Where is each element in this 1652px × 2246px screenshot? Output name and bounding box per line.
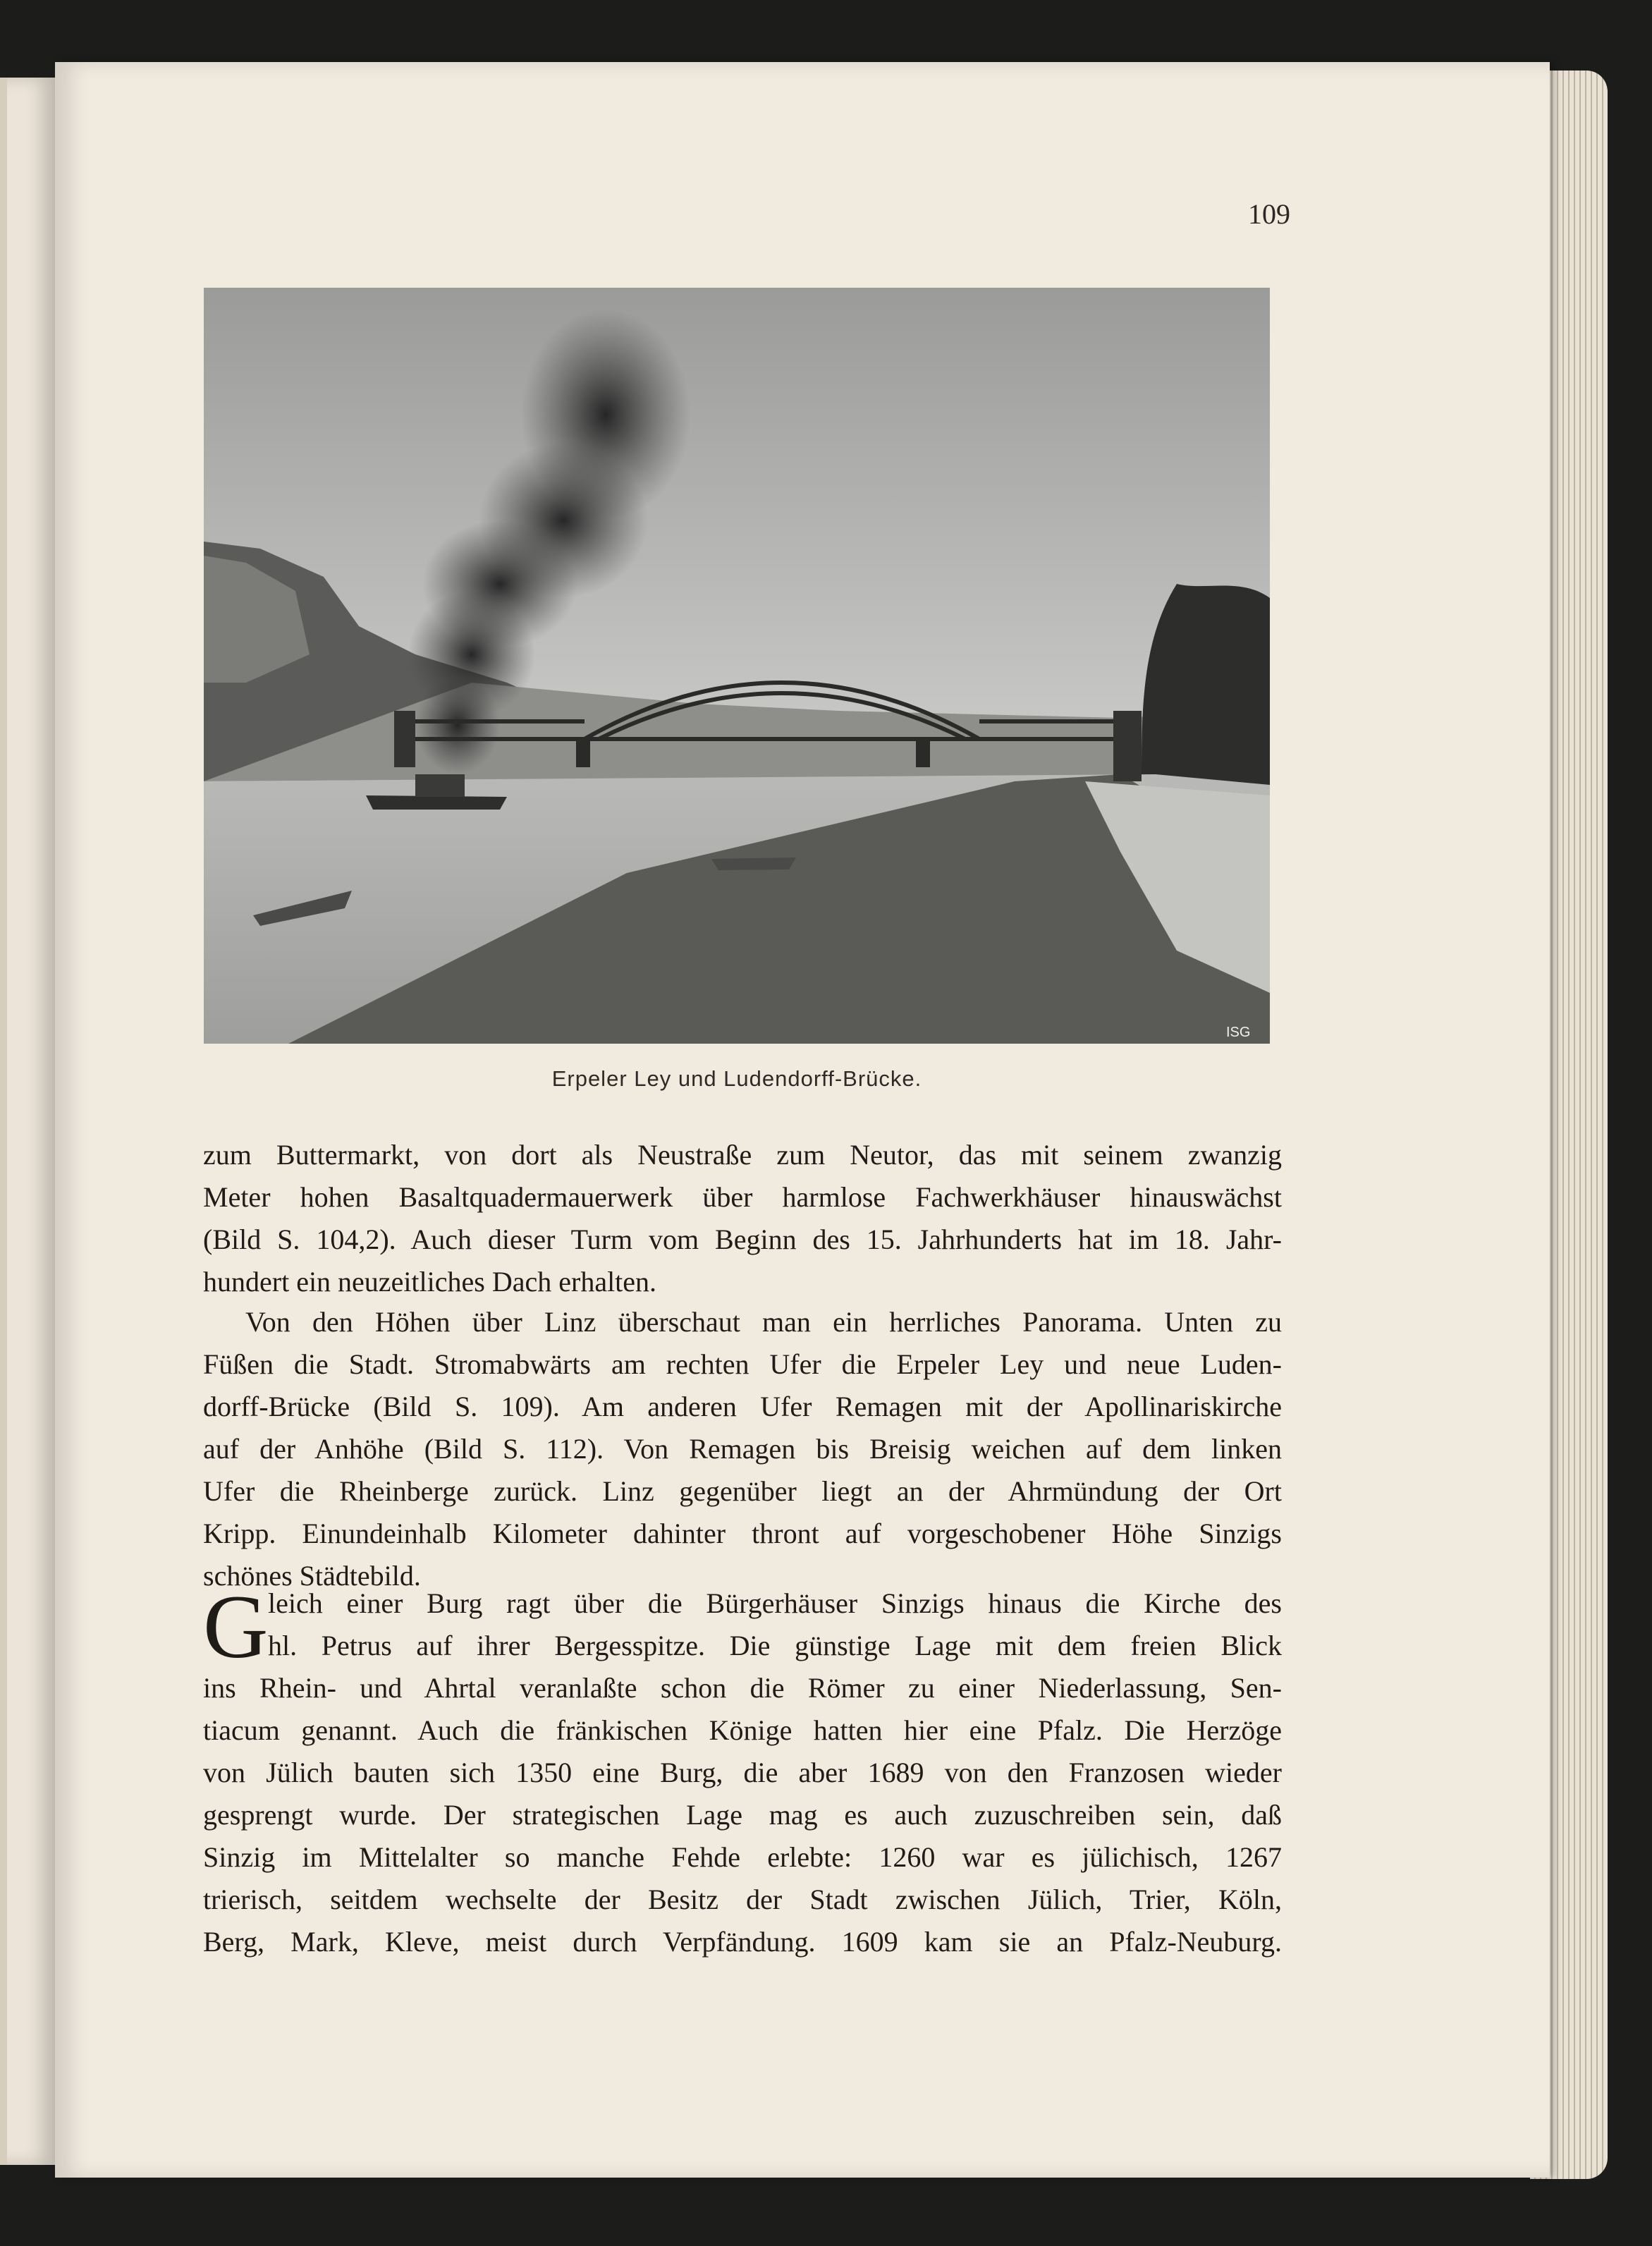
left-page-margin — [0, 78, 7, 2165]
paragraph-2 — [203, 1301, 1282, 1597]
text-line: Kripp. Einundeinhalb Kilometer dahinter thront auf vorgeschobener Höhe Sinzigs — [203, 1518, 1282, 1549]
text-line: auf der Anhöhe (Bild S. 112). Von Remagen bis Breisig weichen auf dem linken — [203, 1433, 1282, 1465]
text-line: tiacum genannt. Auch die fränkischen Könige hatten hier eine Pfalz. Die Herzöge — [203, 1714, 1282, 1746]
text-line: von Jülich bauten sich 1350 eine Burg, die aber 1689 von den Franzosen wieder — [203, 1757, 1282, 1788]
text-line: zum Buttermarkt, von dort als Neustraße zum Neutor, das mit seinem zwanzig — [203, 1139, 1282, 1171]
text-line: gesprengt wurde. Der strategischen Lage mag es auch zuzuschreiben sein, daß — [203, 1799, 1282, 1831]
rowing-boat — [711, 857, 796, 870]
figure-caption: Erpeler Ley und Ludendorff-Brücke. — [551, 1066, 922, 1091]
text-line: hl. Petrus auf ihrer Bergesspitze. Die günstige Lage mit dem freien Blick — [268, 1630, 1282, 1661]
text-line: Sinzig im Mittelalter so manche Fehde erlebte: 1260 war es jülichisch, 1267 — [203, 1841, 1282, 1873]
steamboat — [366, 795, 507, 810]
text-line: Berg, Mark, Kleve, meist durch Verpfändung. 1609 kam sie an Pfalz-Neuburg. — [203, 1926, 1282, 1958]
text-line: G leich einer Burg ragt über die Bürgerhäuser Sinzigs hinaus die Kirche des — [203, 1577, 1282, 1677]
text-line: (Bild S. 104,2). Auch dieser Turm vom Beginn des 15. Jahrhunderts hat im 18. Jahr- — [203, 1223, 1282, 1255]
page-number: 109 — [1248, 198, 1290, 230]
text-line: Ufer die Rheinberge zurück. Linz gegenüber liegt an der Ahrmündung der Ort — [203, 1475, 1282, 1507]
figure-photo — [204, 288, 1270, 1044]
left-page-edge — [0, 78, 56, 2165]
text-line: Füßen die Stadt. Stromabwärts am rechten Ufer die Erpeler Ley und neue Luden- — [203, 1348, 1282, 1380]
text-line: trierisch, seitdem wechselte der Besitz der Stadt zwischen Jülich, Trier, Köln, — [203, 1884, 1282, 1915]
text-line: dorff-Brücke (Bild S. 109). Am anderen Ufer Remagen mit der Apollinariskirche — [203, 1391, 1282, 1422]
text-line: schönes Städtebild. — [203, 1560, 421, 1592]
photo-signature: ISG — [1226, 1025, 1251, 1040]
text-line: Meter hohen Basaltquadermauerwerk über harmlose Fachwerkhäuser hinauswächst — [203, 1181, 1282, 1213]
drop-cap: G — [203, 1577, 269, 1677]
text-line: hundert ein neuzeitliches Dach erhalten. — [203, 1266, 657, 1298]
text-line: ins Rhein- und Ahrtal veranlaßte schon die Römer zu einer Niederlassung, Sen- — [203, 1672, 1282, 1704]
paragraph-1 — [203, 1134, 1282, 1303]
text-line: Von den Höhen über Linz überschaut man ein herrliches Panorama. Unten zu — [245, 1306, 1282, 1338]
paragraph-3 — [203, 1577, 1282, 1963]
